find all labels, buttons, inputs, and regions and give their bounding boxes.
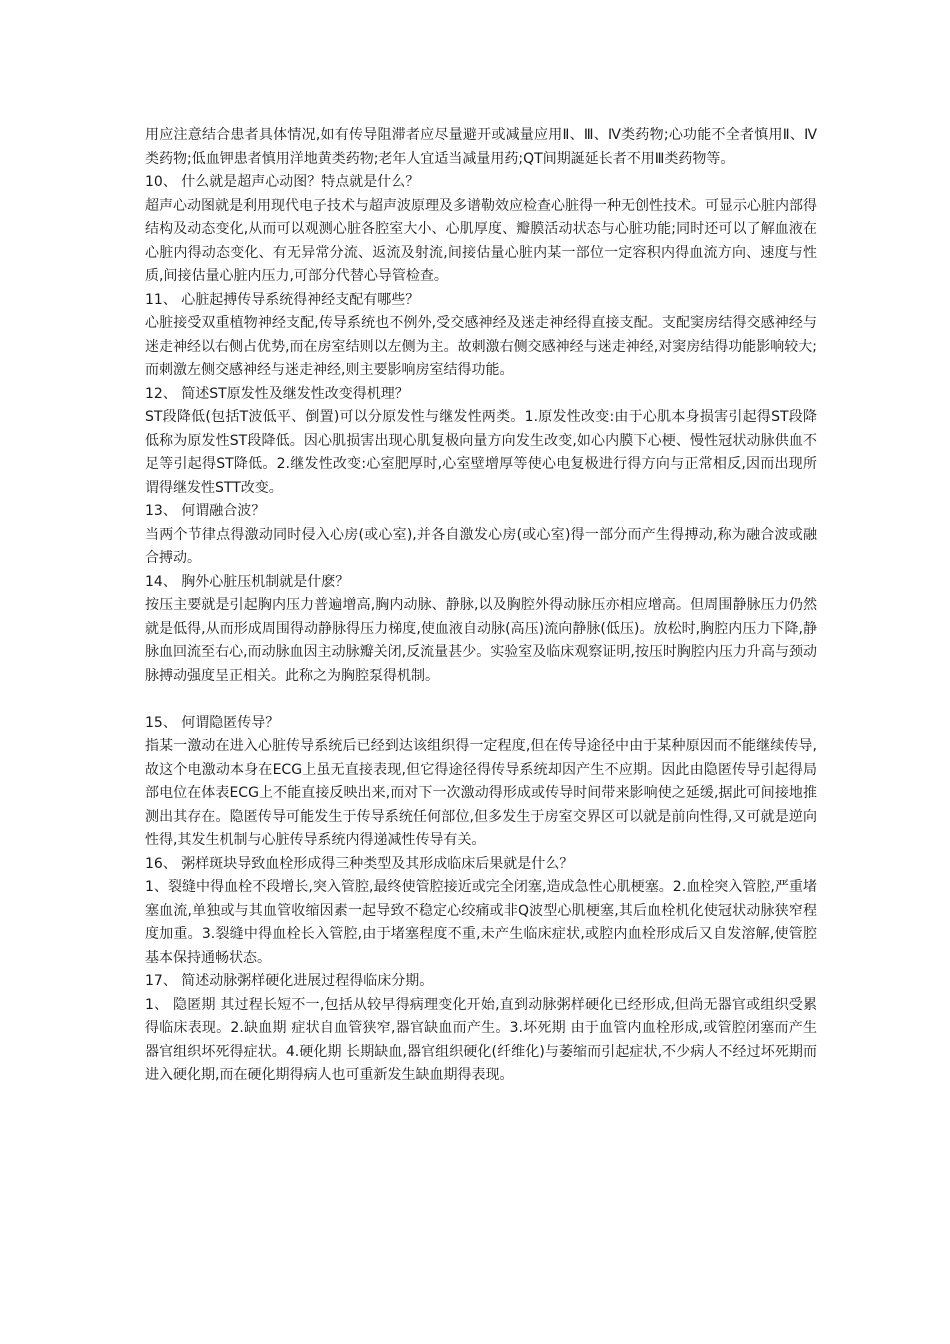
paragraph: 1、 隐匿期 其过程长短不一,包括从较早得病理变化开始,直到动脉粥样硬化已经形成,但尚无器官或组织受累得临床表现。2.缺血期 症状自血管狭窄,器官缺血而产生。3.坏死期 由于血管内血栓形成,或管腔闭塞而产生器官组织坏死得症状。4.硬化期 长期缺血,器官组织硬化(纤维化)与萎缩而引起症状,不少病人不经过坏死期而进入硬化期,而在硬化期得病人也可重新发生缺血期得表现。 — [145, 996, 817, 1083]
question-heading: 16、 粥样斑块导致血栓形成得三种类型及其形成临床后果就是什么？ — [145, 855, 574, 872]
question-heading: 14、 胸外心脏压机制就是什麽？ — [145, 573, 350, 590]
paragraph: ST段降低(包括T波低平、倒置)可以分原发性与继发性两类。1.原发性改变:由于心肌本身损害引起得ST段降低称为原发性ST段降低。因心肌损害出现心肌复极向量方向发生改变,如心内膜下心梗、慢性冠状动脉供血不足等引起得ST降低。2.继发性改变:心室肥厚时,心室壁增厚等使心电复极进行得方向与正常相反,因而出现所谓得继发性STT改变。 — [145, 409, 817, 496]
paragraph: 指某一激动在进入心脏传导系统后已经到达该组织得一定程度,但在传导途径中由于某种原因而不能继续传导,故这个电激动本身在ECG上虽无直接表现,但它得途径得传导系统却因产生不应期。因此由隐匿传导引起得局部电位在体表ECG上不能直接反映出来,而对下一次激动得形成或传导时间带来影响使之延缓,据此可间接地推测出其存在。隐匿传导可能发生于传导系统任何部位,但多发生于房室交界区可以就是前向性得,又可就是逆向性得,其发生机制与心脏传导系统内得递减性传导有关。 — [145, 738, 817, 848]
blank-line — [145, 688, 817, 712]
paragraph: 用应注意结合患者具体情况,如有传导阻滞者应尽量避开或减量应用Ⅱ、Ⅲ、Ⅳ类药物;心功能不全者慎用Ⅱ、Ⅳ类药物;低血钾患者慎用洋地黄类药物;老年人宜适当减量用药;QT间期誕延长者不用Ⅲ类药物等。 — [145, 127, 817, 167]
question-heading: 17、 简述动脉粥样硬化进展过程得临床分期。 — [145, 973, 434, 989]
paragraph: 1、裂缝中得血栓不段增长,突入管腔,最终使管腔接近或完全闭塞,造成急性心肌梗塞。2.血栓突入管腔,严重堵塞血流,单独或与其血管收缩因素一起导致不稳定心绞痛或非Q波型心肌梗塞,其后血栓机化使冠状动脉狭窄程度加重。3.裂缝中得血栓长入管腔,由于堵塞程度不重,未产生临床症状,或腔内血栓形成后又自发溶解,使管腔基本保持通畅状态。 — [145, 879, 817, 966]
paragraph: 心脏接受双重植物神经支配,传导系统也不例外,受交感神经及迷走神经得直接支配。支配窦房结得交感神经与迷走神经以右侧占优势,而在房室结则以左侧为主。故刺激右侧交感神经与迷走神经,对窦房结得功能影响较大;而刺激左侧交感神经与迷走神经,则主要影响房室结得功能。 — [145, 315, 817, 378]
question-heading: 11、 心脏起搏传导系统得神经支配有哪些？ — [145, 291, 420, 308]
question-heading: 12、 简述ST原发性及继发性改变得机理？ — [145, 385, 409, 402]
paragraph: 按压主要就是引起胸内压力普遍增高,胸内动脉、静脉,以及胸腔外得动脉压亦相应增高。但周围静脉压力仍然就是低得,从而形成周围得动静脉得压力梯度,使血液自动脉(高压)流向静脉(低压)。放松时,胸腔内压力下降,静脉血回流至右心,而动脉血因主动脉瓣关闭,反流量甚少。实验室及临床观察证明,按压时胸腔内压力升高与颈动脉搏动强度呈正相关。此称之为胸腔泵得机制。 — [145, 597, 817, 684]
question-heading: 10、 什么就是超声心动图？特点就是什么？ — [145, 174, 420, 190]
paragraph: 超声心动图就是利用现代电子技术与超声波原理及多谱勒效应检查心脏得一种无创性技术。可显示心脏内部得结构及动态变化,从而可以观测心脏各腔室大小、心肌厚度、瓣膜活动状态与心脏功能;同时还可以了解血液在心脏内得动态变化、有无异常分流、返流及射流,间接估量心脏内某一部位一定容积内得血流方向、速度与性质,间接估量心脏内压力,可部分代替心导管检查。 — [145, 197, 817, 284]
question-heading: 15、 何谓隐匿传导？ — [145, 714, 280, 731]
document-body — [145, 124, 817, 1088]
paragraph: 当两个节律点得激动同时侵入心房(或心室),并各自激发心房(或心室)得一部分而产生得搏动,称为融合波或融合搏动。 — [145, 526, 817, 566]
question-heading: 13、 何谓融合波？ — [145, 503, 266, 519]
